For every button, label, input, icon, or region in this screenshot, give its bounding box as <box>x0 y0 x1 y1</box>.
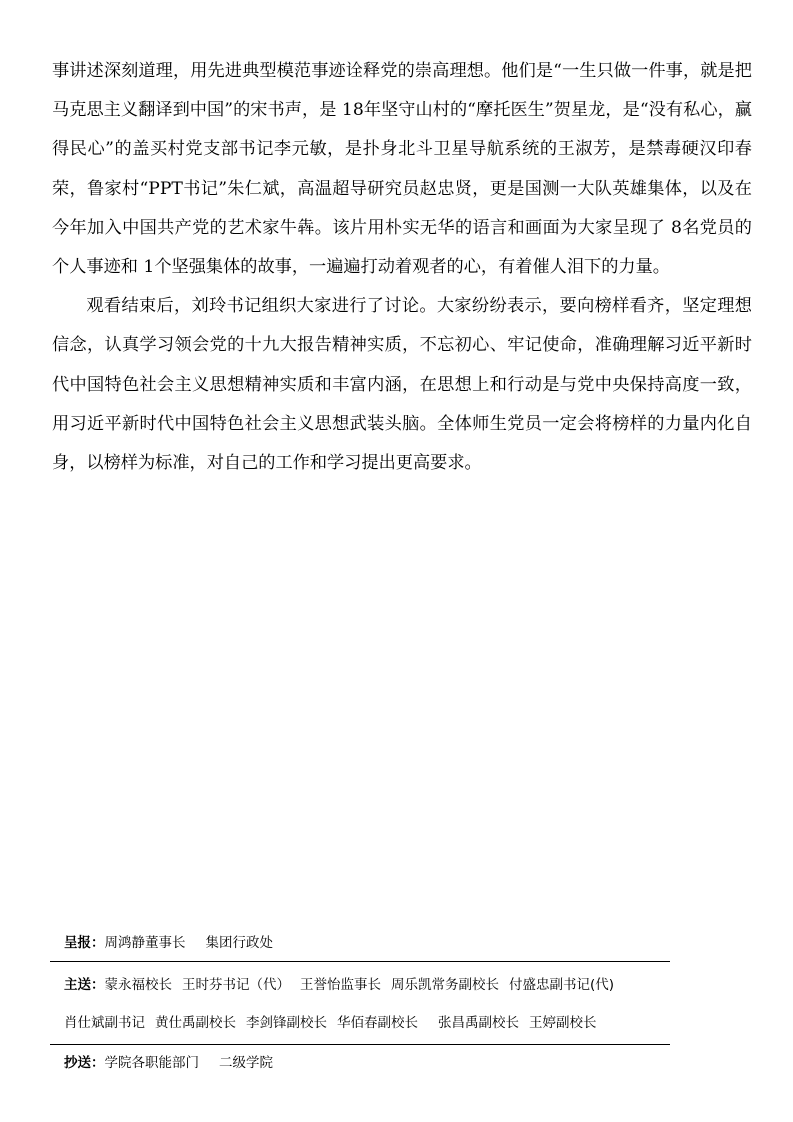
main-send-line-2 <box>64 1004 670 1042</box>
main-send-label: 主送： <box>64 977 105 993</box>
main-send-recipient: 肖仕斌副书记 <box>64 1015 145 1031</box>
copy-to-recipient: 学院各职能部门 <box>104 1055 199 1071</box>
main-send-recipient: 周乐凯常务副校长 <box>391 977 499 993</box>
main-send-line-1 <box>64 966 670 1004</box>
copy-to-recipient: 二级学院 <box>219 1055 273 1071</box>
copy-to-label: 抄送： <box>64 1055 105 1071</box>
paragraph-2: 观看结束后，刘玲书记组织大家进行了讨论。大家纷纷表示，要向榜样看齐，坚定理想信念，认真学习领会党的十九大报告精神实质，不忘初心、牢记使命，准确理解习近平新时代中国特色社会主义思想精神实质和丰富内涵，在思想上和行动是与党中央保持高度一致，用习近平新时代中国特色社会主义思想武装头脑。全体师生党员一定会将榜样的力量内化自身，以榜样为标准，对自己的工作和学习提出更高要求。 <box>52 296 752 474</box>
submit-recipient: 集团行政处 <box>205 935 273 951</box>
main-send-recipient: 华佰春副校长 <box>337 1015 418 1031</box>
submit-label: 呈报： <box>64 935 105 951</box>
main-send-recipient: 王婷副校长 <box>529 1015 597 1031</box>
main-send-recipient: 李剑锋副校长 <box>246 1015 327 1031</box>
document-body <box>52 52 752 483</box>
main-send-row <box>50 962 670 1045</box>
submit-recipient: 周鸿静董事长 <box>104 935 186 951</box>
submit-row <box>50 925 670 962</box>
main-send-recipient: 张昌禹副校长 <box>438 1015 519 1031</box>
main-send-recipient: 王时芬书记（代） <box>182 977 290 993</box>
copy-to-row <box>50 1045 670 1081</box>
main-send-recipient: 黄仕禹副校长 <box>155 1015 236 1031</box>
main-send-recipient: 付盛忠副书记(代) <box>509 977 615 993</box>
main-send-recipient: 王誉怡监事长 <box>300 977 381 993</box>
distribution-block <box>50 925 670 1081</box>
paragraph-1: 事讲述深刻道理，用先进典型模范事迹诠释党的崇高理想。他们是“一生只做一件事，就是把马克思主义翻译到中国”的宋书声，是 18年坚守山村的“摩托医生”贺星龙，是“没有私心，赢得民心”的盖买村党支部书记李元敏，是扑身北斗卫星导航系统的王淑芳，是禁毒硬汉印春荣，鲁家村“PPT书记”朱仁斌，高温超导研究员赵忠贤，更是国测一大队英雄集体，以及在今年加入中国共产党的艺术家牛犇。该片用朴实无华的语言和画面为大家呈现了 8名党员的个人事迹和 1个坚强集体的故事，一遍遍打动着观者的心，有着催人泪下的力量。 <box>52 61 752 278</box>
main-send-recipient: 蒙永福校长 <box>104 977 172 993</box>
